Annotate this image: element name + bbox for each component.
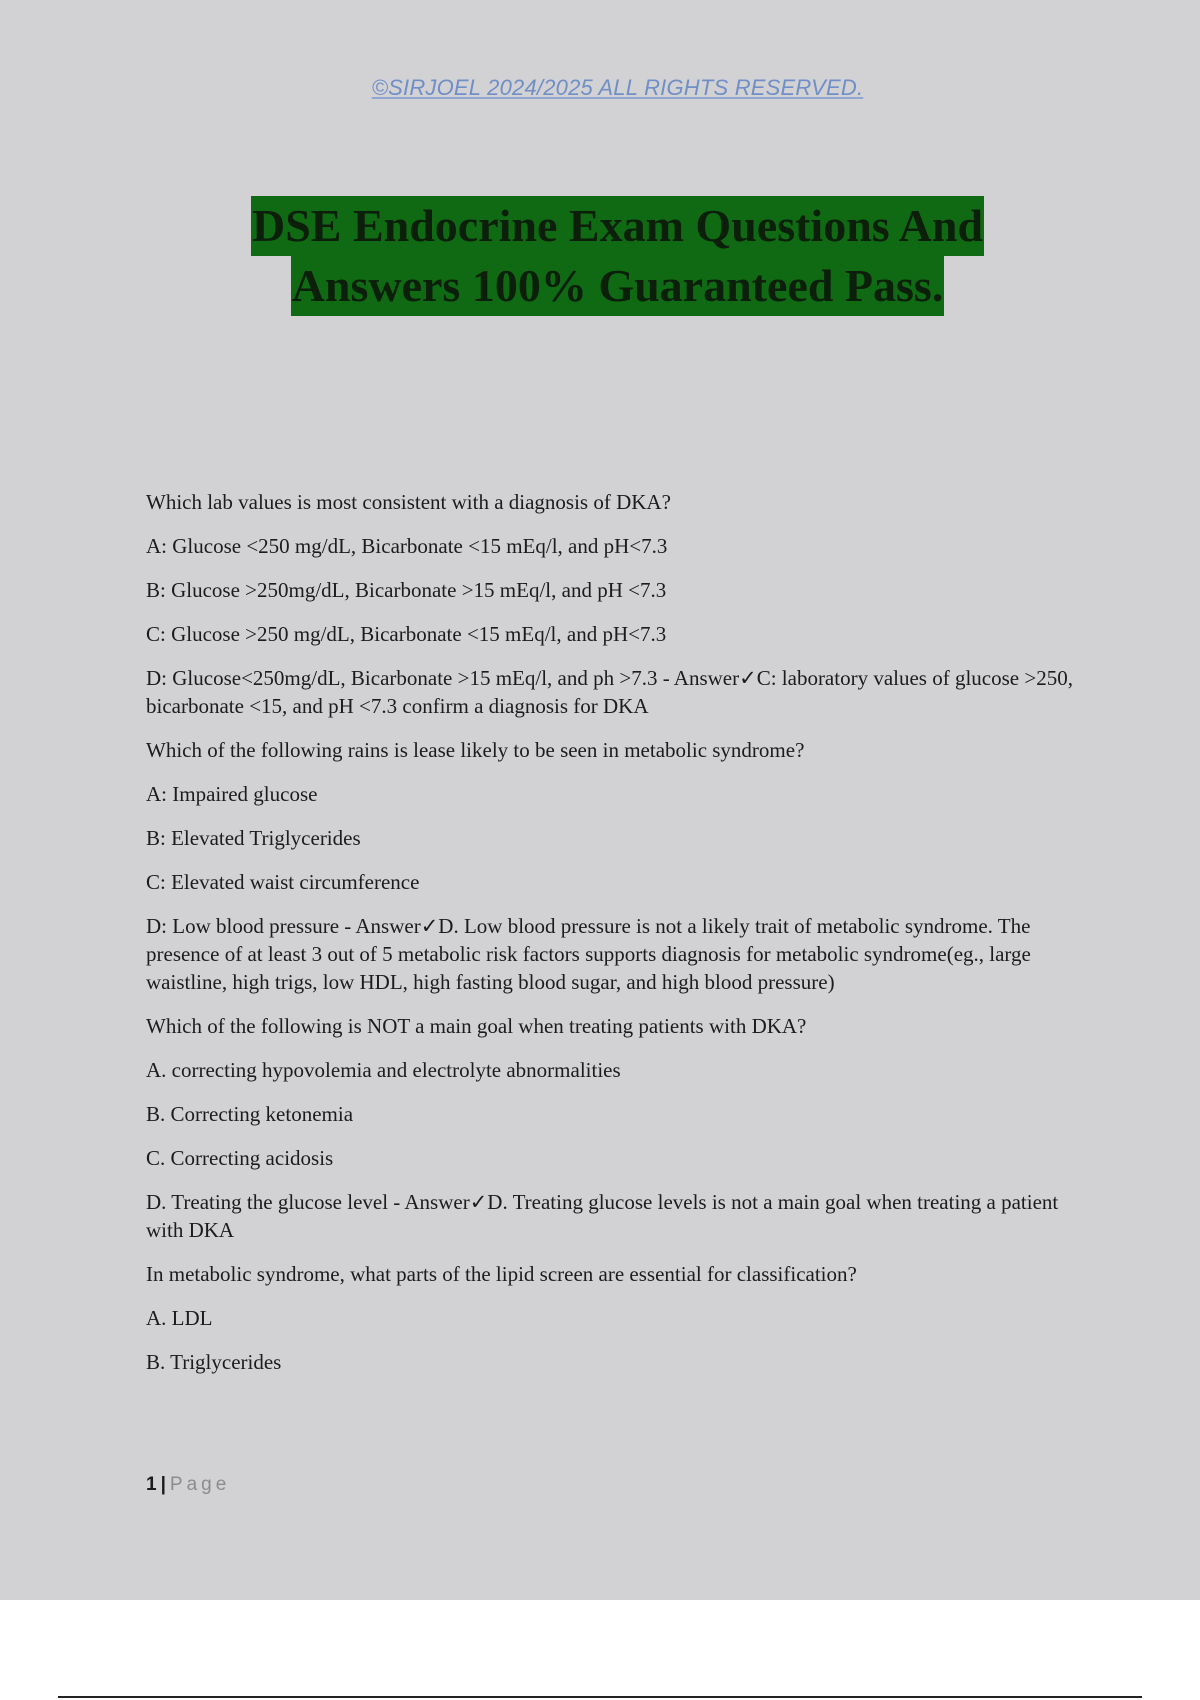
paragraph: B: Elevated Triglycerides [146,826,361,850]
answer-paragraph: D: Glucose<250mg/dL, Bicarbonate >15 mEq/l, and ph >7.3 - Answer✓C: laboratory values of glucose >250, bicarbonate <15, and pH <7.3 confirm a diagnosis for DKA [146,666,1073,718]
paragraph: C. Correcting acidosis [146,1146,334,1170]
paragraph: A. LDL [146,1306,213,1330]
paragraph: Which of the following is NOT a main goal when treating patients with DKA? [146,1014,807,1038]
paragraph: In metabolic syndrome, what parts of the lipid screen are essential for classification? [146,1262,857,1286]
page-number: 1 [146,1474,157,1495]
paragraph: Which lab values is most consistent with a diagnosis of DKA? [146,490,671,514]
title-line-2: Answers 100% Guaranteed Pass. [291,256,945,316]
paragraph: C: Glucose >250 mg/dL, Bicarbonate <15 mEq/l, and pH<7.3 [146,622,667,646]
title-line-1: DSE Endocrine Exam Questions And [251,196,984,256]
page-label: Page [169,1474,231,1495]
copyright-watermark: ©SIRJOEL 2024/2025 ALL RIGHTS RESERVED. [371,75,864,100]
paragraph: B. Correcting ketonemia [146,1102,354,1126]
paragraph: A: Glucose <250 mg/dL, Bicarbonate <15 mEq/l, and pH<7.3 [146,534,668,558]
paragraph: Which of the following rains is lease likely to be seen in metabolic syndrome? [146,738,805,762]
paragraph: A: Impaired glucose [146,782,318,806]
page-footer [146,1474,230,1496]
bottom-divider [58,1696,1142,1698]
answer-paragraph: D: Low blood pressure - Answer✓D. Low blood pressure is not a likely trait of metabolic syndrome. The presence of at least 3 out of 5 metabolic risk factors supports diagnosis for metabolic syndrome(eg., large waistline, high trigs, low HDL, high fasting blood sugar, and high blood pressure) [146,914,1031,994]
paragraph: B. Triglycerides [146,1350,282,1374]
document-title [0,196,1200,316]
answer-paragraph: D. Treating the glucose level - Answer✓D. Treating glucose levels is not a main goal when treating a patient with DKA [146,1190,1059,1242]
question-content [146,488,1096,1392]
paragraph: A. correcting hypovolemia and electrolyte abnormalities [146,1058,621,1082]
footer-separator: | [160,1474,166,1495]
paragraph: B: Glucose >250mg/dL, Bicarbonate >15 mEq/l, and pH <7.3 [146,578,667,602]
paragraph: C: Elevated waist circumference [146,870,420,894]
